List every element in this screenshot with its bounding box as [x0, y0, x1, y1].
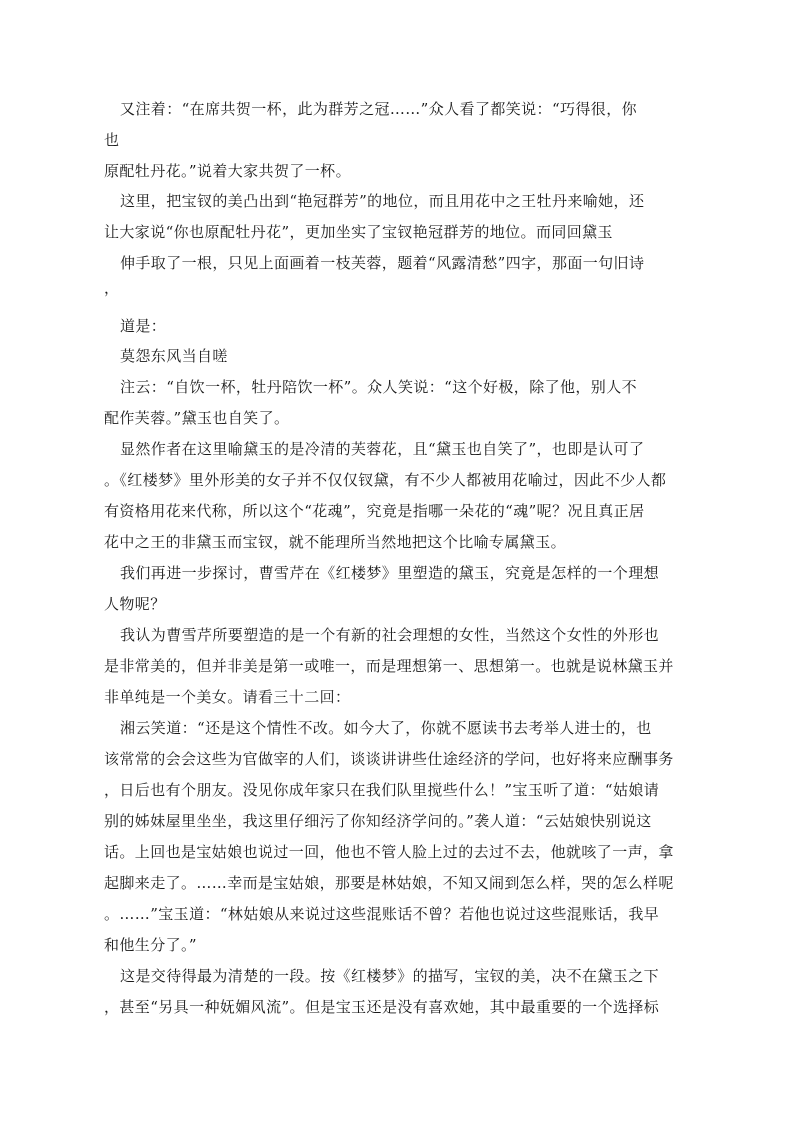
text-line: 。《红楼梦》里外形美的女子并不仅仅钗黛，有不少人都被用花喻过，因此不少人都	[104, 471, 667, 489]
text-line: 人物呢？	[104, 595, 166, 613]
text-line: 非单纯是一个美女。请看三十二回：	[104, 688, 351, 706]
text-line: 原配牡丹花。”说着大家共贺了一杯。	[104, 162, 351, 180]
text-line: 这是交待得最为清楚的一段。按《红楼梦》的描写，宝钗的美，决不在黛玉之下	[120, 967, 660, 985]
text-line: 我们再进一步探讨，曹雪芹在《红楼梦》里塑造的黛玉，究竟是怎样的一个理想	[120, 564, 660, 582]
text-line: 这里，把宝钗的美凸出到“艳冠群芳”的地位，而且用花中之王牡丹来喻她，还	[120, 192, 645, 210]
text-line: ，日后也有个朋友。没见你成年家只在我们队里搅些什么！”宝玉听了道：“姑娘请	[104, 781, 660, 799]
text-line: 话。上回也是宝姑娘也说过一回，他也不管人脸上过的去过不去，他就咳了一声，拿	[104, 843, 674, 861]
text-line: 注云：“自饮一杯，牡丹陪饮一杯”。众人笑说：“这个好极，除了他，别人不	[120, 378, 638, 396]
text-line: 莫怨东风当自嗟	[120, 347, 228, 365]
text-line: 和他生分了。”	[104, 936, 197, 954]
text-line: 花中之王的非黛玉而宝钗，就不能理所当然地把这个比喻专属黛玉。	[104, 533, 567, 551]
text-line: 起脚来走了。……幸而是宝姑娘，那要是林姑娘，不知又闹到怎么样，哭的怎么样呢	[104, 874, 674, 892]
text-line: 该常常的会会这些为官做宰的人们，谈谈讲讲些仕途经济的学问，也好将来应酬事务	[104, 750, 674, 768]
text-line: 我认为曹雪芹所要塑造的是一个有新的社会理想的女性，当然这个女性的外形也	[120, 626, 660, 644]
text-line: 有资格用花来代称，所以这个“花魂”，究竟是指哪一朵花的“魂”呢？况且真正居	[104, 502, 645, 520]
text-line: 伸手取了一根，只见上面画着一枝芙蓉，题着“风露清愁”四字，那面一句旧诗	[120, 254, 645, 272]
text-line: 别的姊妹屋里坐坐，我这里仔细污了你知经济学问的。”袭人道：“云姑娘快别说这	[104, 812, 652, 830]
text-line: ，甚至“另具一种妩媚风流”。但是宝玉还是没有喜欢她，其中最重要的一个选择标	[104, 998, 660, 1016]
text-line: 也	[104, 131, 120, 149]
text-line: 湘云笑道：“还是这个情性不改。如今大了，你就不愿读书去考举人进士的，也	[120, 719, 652, 737]
text-line: 显然作者在这里喻黛玉的是冷清的芙蓉花，且“黛玉也自笑了”，也即是认可了	[120, 440, 645, 458]
text-line: ，	[104, 279, 120, 297]
text-line: 让大家说“你也原配牡丹花”，更加坐实了宝钗艳冠群芳的地位。而同回黛玉	[104, 223, 613, 241]
text-line: 是非常美的，但并非美是第一或唯一，而是理想第一、思想第一。也就是说林黛玉并	[104, 657, 674, 675]
text-line: 又注着：“在席共贺一杯，此为群芳之冠……”众人看了都笑说：“巧得很，你	[120, 100, 638, 118]
text-line: 道是：	[120, 317, 167, 335]
text-line: 。……”宝玉道：“林姑娘从来说过这些混账话不曾？若他也说过这些混账话，我早	[104, 905, 660, 923]
text-line: 配作芙蓉。”黛玉也自笑了。	[104, 409, 290, 427]
